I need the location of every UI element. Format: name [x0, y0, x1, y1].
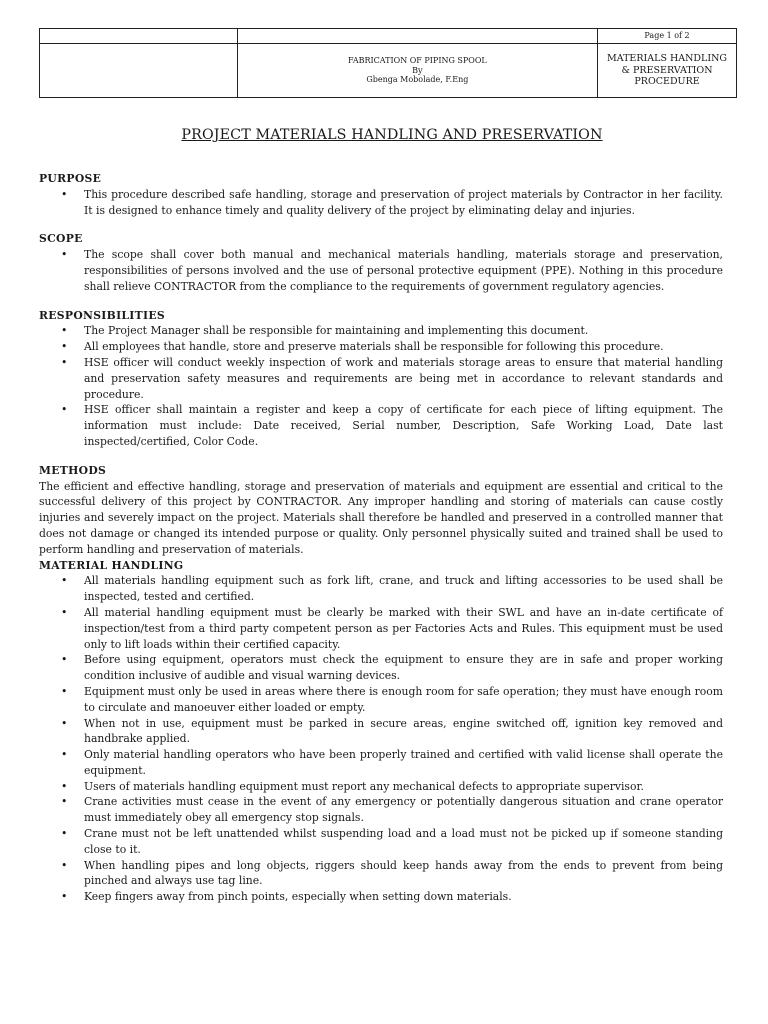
list-item: • All employees that handle, store and preserve materials shall be responsible for following this procedure. — [39, 339, 723, 355]
methods-paragraph: The efficient and effective handling, storage and preservation of materials and equipment are essential and critical to the successful delivery of this project by CONTRACTOR. Any improper handling and storing of materials can cause costly injuries and severely impact on the project. Materials shall therefore be handled and preserved in a controlled manner that does not damage or changed its intended purpose or quality. Only personnel physically suited and trained shall be used to perform handling and preservation of materials. — [39, 479, 723, 556]
list-item: • Only material handling operators who have been properly trained and certified with valid license shall operate the equipment. — [39, 747, 723, 779]
list-item: • Keep fingers away from pinch points, especially when setting down materials. — [39, 889, 723, 905]
header-cell-left-top — [40, 29, 238, 44]
purpose-section — [39, 171, 723, 218]
by-label: By — [412, 65, 423, 75]
responsibilities-list — [39, 323, 723, 449]
list-item: • The Project Manager shall be responsible for maintaining and implementing this document. — [39, 323, 723, 339]
author-name: Gbenga Mobolade, F.Eng — [366, 75, 469, 85]
header-cell-middle-top — [237, 29, 597, 44]
list-item: • Before using equipment, operators must check the equipment to ensure they are in safe and proper working condition inclusive of audible and visual warning devices. — [39, 652, 723, 684]
list-item: • Equipment must only be used in areas where there is enough room for safe operation; they must have enough room to circulate and manoeuver either loaded or empty. — [39, 684, 723, 716]
list-item: • Crane must not be left unattended whilst suspending load and a load must not be picked up if someone standing close to it. — [39, 826, 723, 858]
list-item: • All material handling equipment must be clearly be marked with their SWL and have an in-date certificate of inspection/test from a third party competent person as per Factories Acts and Rules. This equipment must be used only to lift loads within their certified capacity. — [39, 605, 723, 652]
list-item: • Crane activities must cease in the event of any emergency or potentially dangerous situation and crane operator must immediately obey all emergency stop signals. — [39, 794, 723, 826]
list-item: • This procedure described safe handling, storage and preservation of project materials by Contractor in her facility. It is designed to enhance timely and quality delivery of the project by eliminating delay and injuries. — [39, 187, 723, 219]
list-item: • HSE officer shall maintain a register and keep a copy of certificate for each piece of lifting equipment. The information must include: Date received, Serial number, Description, Safe Working Load, Date last inspected/certified, Color Code. — [39, 402, 723, 449]
list-item: • When handling pipes and long objects, riggers should keep hands away from the ends to prevent from being pinched and always use tag line. — [39, 858, 723, 890]
scope-heading: SCOPE — [39, 232, 83, 246]
purpose-heading: PURPOSE — [39, 172, 102, 185]
material-handling-list — [39, 573, 723, 905]
list-item: • When not in use, equipment must be parked in secure areas, engine switched off, ignition key removed and handbrake applied. — [39, 716, 723, 748]
list-item: • All materials handling equipment such as fork lift, crane, and truck and lifting accessories to be used shall be inspected, tested and certified. — [39, 573, 723, 605]
project-title: FABRICATION OF PIPING SPOOL — [347, 56, 487, 66]
methods-section — [39, 463, 723, 558]
responsibilities-heading: RESPONSIBILITIES — [39, 308, 165, 322]
header-table — [39, 28, 737, 98]
page-number: Page 1 of 2 — [598, 29, 737, 44]
list-item: • The scope shall cover both manual and mechanical materials handling, materials storage and preservation, responsibilities of persons involved and the use of personal protective equipment (PPE). Nothing in this procedure shall relieve CONTRACTOR from the compliance to the requirements of government regulatory agencies. — [39, 247, 723, 294]
document-title: PROJECT MATERIALS HANDLING AND PRESERVATION — [181, 127, 603, 143]
document-name: MATERIALS HANDLING & PRESERVATION PROCEDURE — [598, 44, 737, 98]
scope-list — [39, 247, 723, 294]
header-project-info — [237, 44, 597, 98]
material-handling-section — [39, 558, 723, 906]
list-item: • HSE officer will conduct weekly inspection of work and materials storage areas to ensure that material handling and preservation safety measures and requirements are being met in accordance to relevant standards and procedure. — [39, 355, 723, 402]
responsibilities-section — [39, 308, 723, 450]
list-item: • Users of materials handling equipment must report any mechanical defects to appropriate supervisor. — [39, 779, 723, 795]
material-handling-heading: MATERIAL HANDLING — [39, 558, 184, 572]
scope-section — [39, 231, 723, 294]
methods-heading: METHODS — [39, 463, 107, 477]
purpose-list — [39, 187, 723, 219]
header-cell-left-bottom — [40, 44, 238, 98]
